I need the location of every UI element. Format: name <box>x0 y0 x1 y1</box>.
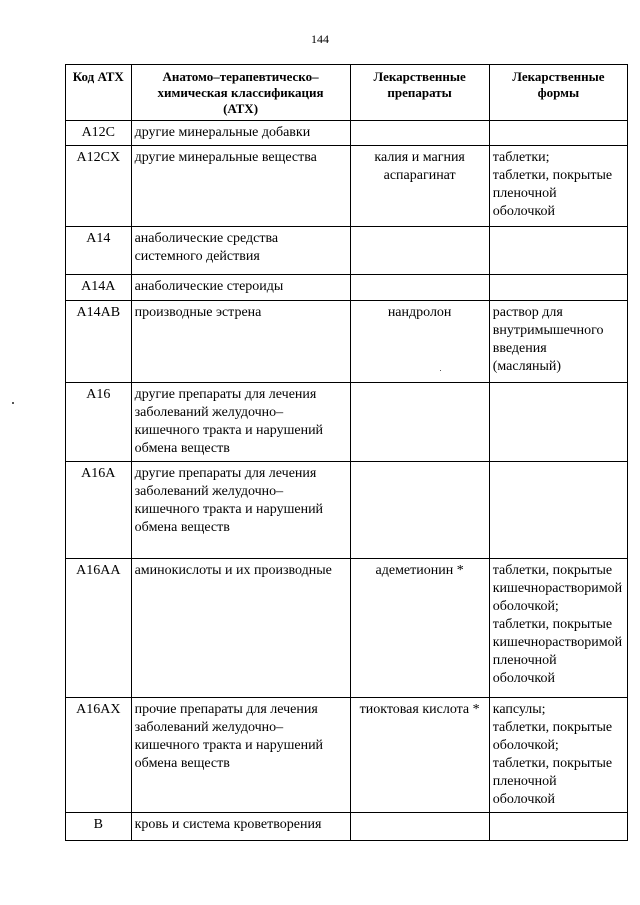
cell-code: A16AX <box>66 698 132 813</box>
header-classification: Анатомо–терапевтическо– химическая классификация (АТХ) <box>131 65 350 121</box>
cell-drugs: калия и магния аспарагинат <box>350 146 489 227</box>
cell-forms <box>489 462 627 559</box>
cell-drugs: нандролон <box>350 301 489 383</box>
cell-classification: другие минеральные вещества <box>131 146 350 227</box>
table-row <box>66 121 628 146</box>
table-row <box>66 275 628 301</box>
table-row <box>66 813 628 841</box>
table-header-row <box>66 65 628 121</box>
cell-classification: прочие препараты для лечения заболеваний желудочно– кишечного тракта и нарушений обмена веществ <box>131 698 350 813</box>
cell-code: A12C <box>66 121 132 146</box>
scan-speck <box>12 402 14 404</box>
table-row <box>66 301 628 383</box>
cell-drugs <box>350 383 489 462</box>
cell-forms: таблетки, покрытые кишечнорастворимой оболочкой; таблетки, покрытые кишечнорастворимой пленочной оболочкой <box>489 559 627 698</box>
cell-drugs <box>350 121 489 146</box>
atx-table <box>65 64 628 841</box>
cell-code: A14A <box>66 275 132 301</box>
table-row <box>66 146 628 227</box>
cell-code: A12CX <box>66 146 132 227</box>
cell-code: A16 <box>66 383 132 462</box>
cell-classification: производные эстрена <box>131 301 350 383</box>
cell-classification: другие препараты для лечения заболеваний желудочно– кишечного тракта и нарушений обмена веществ <box>131 383 350 462</box>
cell-forms <box>489 121 627 146</box>
cell-drugs <box>350 227 489 275</box>
table-row <box>66 462 628 559</box>
table-row <box>66 698 628 813</box>
cell-forms <box>489 227 627 275</box>
cell-classification: другие минеральные добавки <box>131 121 350 146</box>
cell-classification: анаболические стероиды <box>131 275 350 301</box>
cell-code: A16A <box>66 462 132 559</box>
cell-classification: анаболические средства системного действия <box>131 227 350 275</box>
cell-classification: кровь и система кроветворения <box>131 813 350 841</box>
page-number: 144 <box>311 32 329 46</box>
cell-drugs: адеметионин * <box>350 559 489 698</box>
header-code: Код АТХ <box>66 65 132 121</box>
cell-drugs <box>350 275 489 301</box>
cell-forms: раствор для внутримышечного введения (масляный) <box>489 301 627 383</box>
cell-code: A14AB <box>66 301 132 383</box>
cell-code: B <box>66 813 132 841</box>
cell-drugs <box>350 813 489 841</box>
cell-drugs <box>350 462 489 559</box>
header-drugs: Лекарственные препараты <box>350 65 489 121</box>
cell-forms <box>489 275 627 301</box>
table-row <box>66 227 628 275</box>
cell-drugs: тиоктовая кислота * <box>350 698 489 813</box>
table-row <box>66 559 628 698</box>
cell-forms: таблетки; таблетки, покрытые пленочной оболочкой <box>489 146 627 227</box>
cell-forms: капсулы; таблетки, покрытые оболочкой; таблетки, покрытые пленочной оболочкой <box>489 698 627 813</box>
scan-speck <box>440 370 441 371</box>
header-forms: Лекарственные формы <box>489 65 627 121</box>
cell-classification: аминокислоты и их производные <box>131 559 350 698</box>
cell-classification: другие препараты для лечения заболеваний желудочно– кишечного тракта и нарушений обмена веществ <box>131 462 350 559</box>
cell-forms <box>489 813 627 841</box>
cell-code: A16AA <box>66 559 132 698</box>
cell-forms <box>489 383 627 462</box>
table-row <box>66 383 628 462</box>
cell-code: A14 <box>66 227 132 275</box>
